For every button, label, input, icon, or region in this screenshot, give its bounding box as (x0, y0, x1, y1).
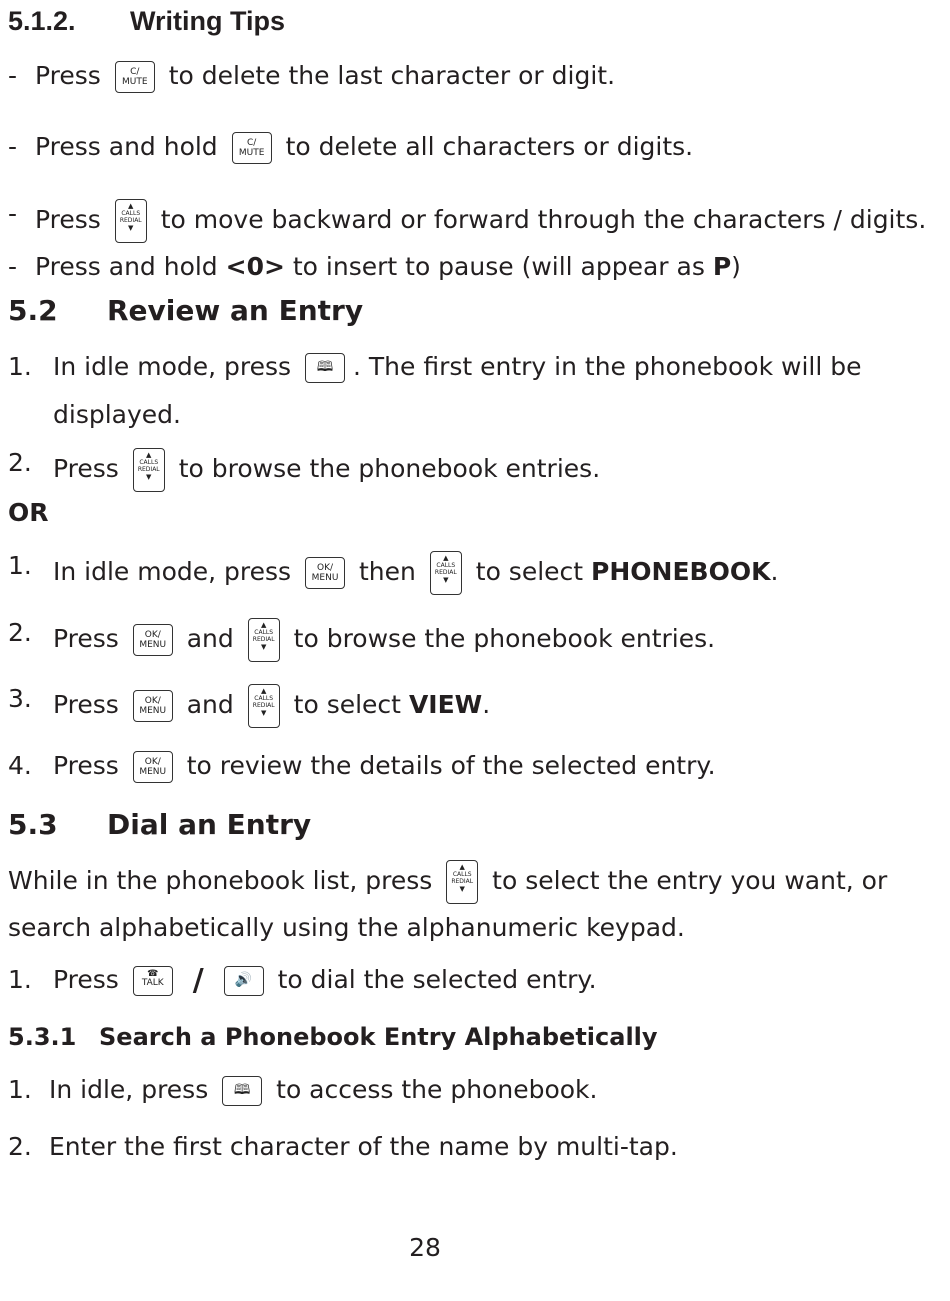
mute-key-icon: C/ MUTE (232, 132, 272, 164)
mute-key-icon: C/ MUTE (115, 61, 155, 93)
calls-redial-key-icon: ▲ CALLS REDIAL ▼ (446, 860, 478, 904)
calls-redial-key-icon: ▲ CALLS REDIAL ▼ (115, 199, 147, 243)
calls-redial-key-icon: ▲ CALLS REDIAL ▼ (248, 684, 280, 728)
ok-menu-key-icon: OK/ MENU (133, 751, 173, 783)
phonebook-key-icon: 🕮 (305, 353, 345, 383)
calls-redial-key-icon: ▲ CALLS REDIAL ▼ (248, 618, 280, 662)
heading-number: 5.1.2. (8, 6, 76, 36)
calls-redial-key-icon: ▲ CALLS REDIAL ▼ (133, 448, 165, 492)
speaker-key-icon: 🔊 (224, 966, 264, 996)
ok-menu-key-icon: OK/ MENU (133, 624, 173, 656)
page-number: 28 (409, 1233, 441, 1262)
calls-redial-key-icon: ▲ CALLS REDIAL ▼ (430, 551, 462, 595)
phonebook-key-icon: 🕮 (222, 1076, 262, 1106)
talk-key-icon: ☎ TALK (133, 966, 173, 996)
ok-menu-key-icon: OK/ MENU (133, 690, 173, 722)
heading-title: Writing Tips (130, 6, 285, 36)
ok-menu-key-icon: OK/ MENU (305, 557, 345, 589)
